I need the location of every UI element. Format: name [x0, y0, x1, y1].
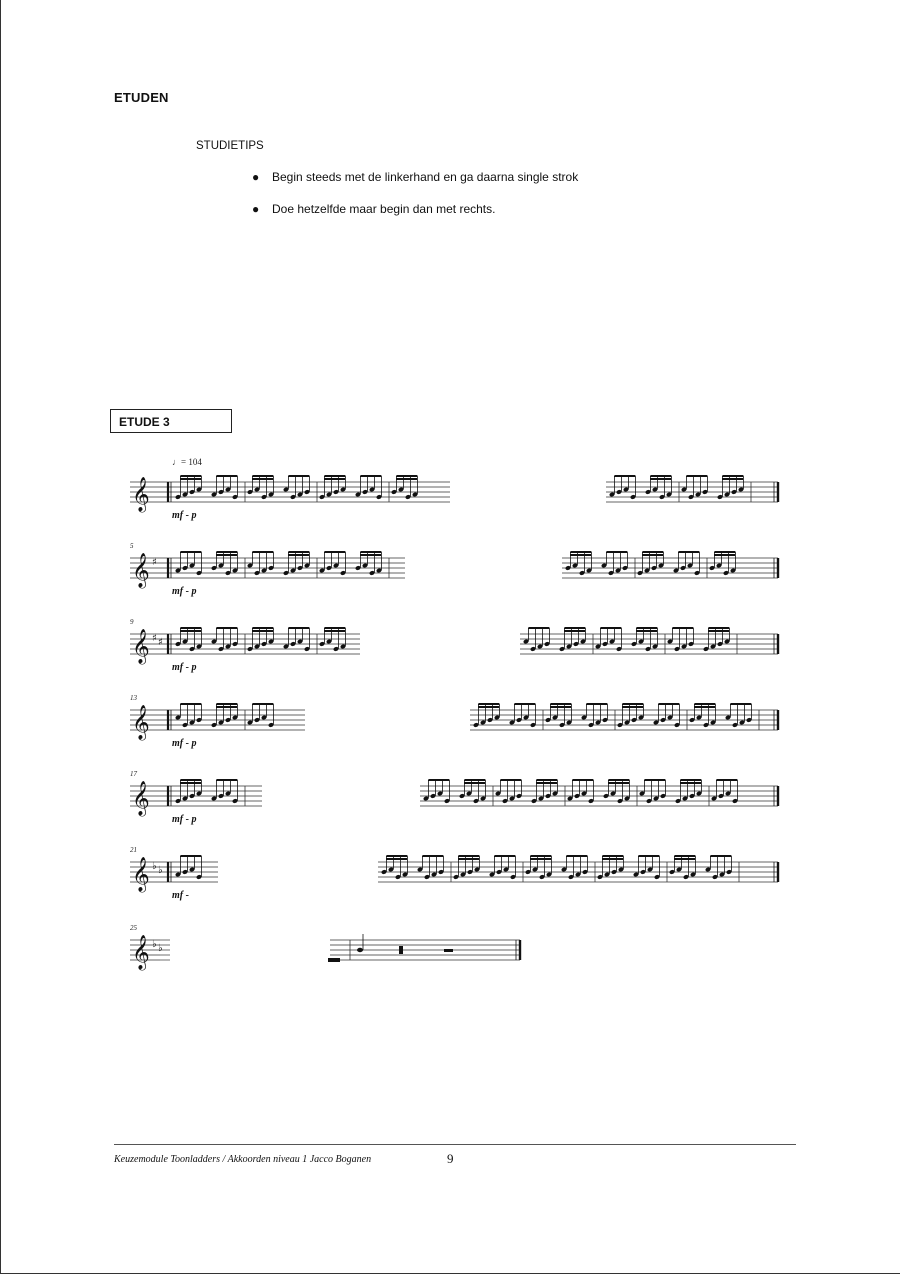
- tempo-marking: ♩= 104: [172, 457, 202, 467]
- treble-clef-icon: 𝄞: [132, 553, 150, 588]
- measure-number: 13: [130, 694, 137, 702]
- dynamic-marking: mf -: [172, 890, 189, 901]
- measure-number: 25: [130, 924, 137, 932]
- tip-item: [250, 170, 652, 202]
- tips-heading: STUDIETIPS: [196, 140, 264, 152]
- footer-divider: [114, 1144, 796, 1145]
- staff-system: [130, 770, 778, 825]
- half-rest-icon: [444, 949, 453, 952]
- flat-icon: ♭: [158, 865, 163, 876]
- staff-system: [130, 924, 520, 971]
- treble-clef-icon: 𝄞: [132, 935, 150, 970]
- etude-title: ETUDE 3: [110, 409, 232, 433]
- treble-clef-icon: 𝄞: [132, 629, 150, 664]
- note-head: [357, 948, 363, 952]
- grace-note: [328, 958, 340, 962]
- tip-text: Doe hetzelfde maar begin dan met rechts.: [272, 202, 496, 216]
- treble-clef-icon: 𝄞: [132, 477, 150, 512]
- measure-number: 17: [130, 770, 137, 778]
- tips-list: [250, 170, 652, 234]
- staff-system: [130, 694, 778, 749]
- section-title: ETUDEN: [114, 90, 169, 105]
- quarter-rest-icon: [399, 946, 403, 954]
- measure-number: 5: [130, 542, 134, 550]
- bullet-icon: ●: [252, 202, 260, 216]
- flat-icon: ♭: [152, 861, 157, 872]
- treble-clef-icon: 𝄞: [132, 781, 150, 816]
- staff-system: [130, 846, 778, 901]
- sharp-icon: ♯: [152, 557, 157, 568]
- staff-system: [130, 476, 778, 521]
- sharp-icon: ♯: [152, 633, 157, 644]
- tip-item: [250, 202, 652, 234]
- flat-icon: ♭: [158, 943, 163, 954]
- staff-system: [130, 542, 778, 597]
- page-border-left: [0, 0, 1, 1274]
- page-number: 9: [447, 1151, 454, 1166]
- tip-text: Begin steeds met de linkerhand en ga daarna single strok: [272, 170, 579, 184]
- footer-text: Keuzemodule Toonladders / Akkoorden niveau 1 Jacco Boganen: [114, 1154, 372, 1165]
- dynamic-marking: mf - p: [172, 662, 197, 673]
- dynamic-marking: mf - p: [172, 738, 197, 749]
- treble-clef-icon: 𝄞: [132, 857, 150, 892]
- bullet-icon: ●: [252, 170, 260, 184]
- staff-system: [130, 618, 778, 673]
- treble-clef-icon: 𝄞: [132, 705, 150, 740]
- flat-icon: ♭: [152, 939, 157, 950]
- measure-number: 9: [130, 618, 134, 626]
- measure-number: 21: [130, 846, 137, 854]
- dynamic-marking: mf - p: [172, 586, 197, 597]
- staff-systems: [130, 476, 778, 971]
- sharp-icon: ♯: [158, 637, 163, 648]
- music-score: [0, 440, 900, 1000]
- dynamic-marking: mf - p: [172, 814, 197, 825]
- dynamic-marking: mf - p: [172, 510, 197, 521]
